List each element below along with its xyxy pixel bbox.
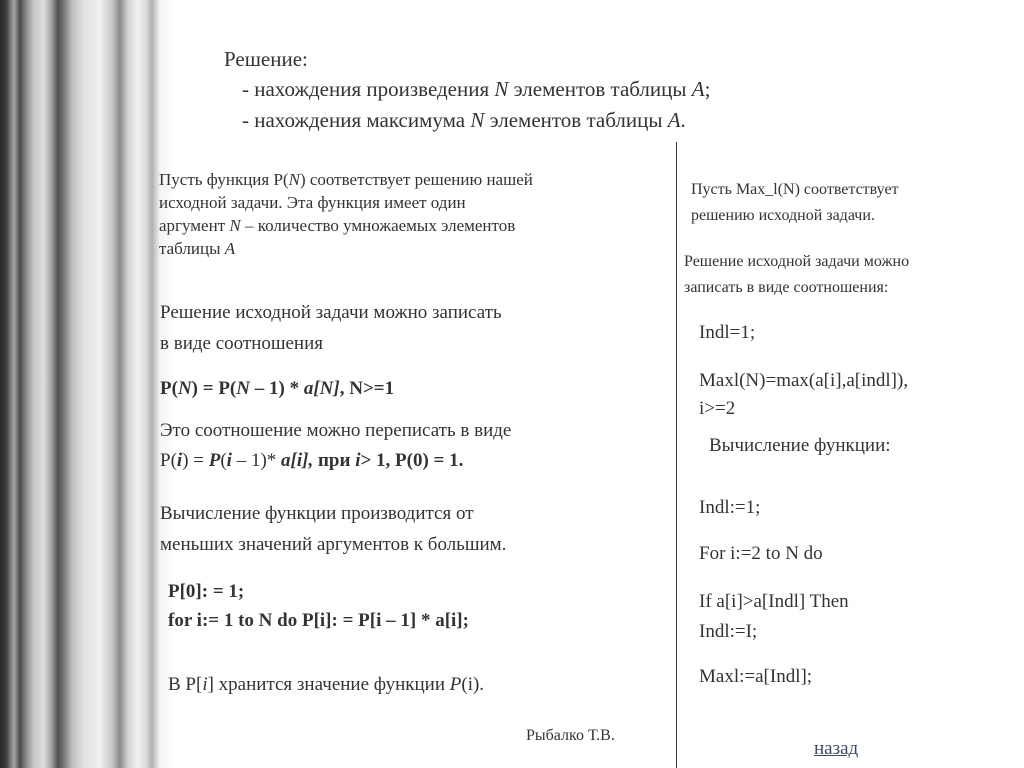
left-intro-line: таблицы A (159, 239, 236, 258)
max-formula (699, 367, 908, 423)
task-item-text: элементов таблицы (484, 108, 668, 132)
column-divider (676, 142, 677, 768)
right-intro (691, 177, 899, 229)
left-relation-line: в виде соотношения (160, 333, 324, 354)
calc-order-text (160, 498, 506, 560)
task-item-maximum (242, 106, 686, 135)
left-intro (159, 168, 533, 260)
code-line: for i:= 1 to N do P[i]: = P[i – 1] * a[i]; (168, 610, 469, 631)
max-code-line-1: Indl:=1; (699, 497, 761, 518)
left-intro-line: исходной задачи. Эта функция имеет один (159, 193, 466, 212)
code-line: If a[i]>a[Indl] Then (699, 591, 849, 612)
left-intro-line: аргумент N – количество умножаемых элементов (159, 216, 516, 235)
left-relation-line: Решение исходной задачи можно записать (160, 302, 502, 323)
task-item-text: - нахождения произведения (242, 77, 495, 101)
task-item-var-a: A (667, 108, 681, 132)
task-item-var-a: A (691, 77, 705, 101)
storage-note: В P[i] хранится значение функции P(i). (168, 674, 485, 695)
right-intro-line: решению исходной задачи. (691, 207, 875, 224)
max-init: Indl=1; (699, 322, 756, 343)
code-line: P[0]: = 1; (168, 581, 245, 602)
rewrite-text: Это соотношение можно переписать в виде (160, 420, 512, 441)
max-code-line-3 (699, 587, 849, 647)
left-relation-intro (160, 297, 502, 359)
task-item-var-n: N (470, 108, 485, 132)
right-relation-line: Решение исходной задачи можно (684, 253, 910, 270)
slide-title: Решение: (224, 47, 308, 71)
task-item-var-n: N (494, 77, 509, 101)
max-formula-line: Maxl(N)=max(a[i],a[indl]), (699, 370, 909, 391)
product-code (168, 577, 469, 635)
calc-order-line: Вычисление функции производится от (160, 503, 474, 524)
formula-rewrite: P(i) = P(i – 1)* a[i], при i> 1, P(0) = 1. (160, 450, 464, 471)
back-link[interactable]: назад (814, 738, 859, 759)
calc-label: Вычисление функции: (709, 435, 891, 456)
task-item-text: ; (704, 77, 711, 101)
max-code-line-5: Maxl:=a[Indl]; (699, 666, 813, 687)
code-line: Indl:=I; (699, 621, 758, 642)
calc-order-line: меньших значений аргументов к большим. (160, 534, 507, 555)
author: Рыбалко Т.В. (526, 727, 615, 744)
task-item-product (242, 75, 710, 104)
max-formula-line: i>=2 (699, 398, 736, 419)
right-intro-line: Пусть Max_l(N) соответствует (691, 181, 899, 198)
task-item-text: . (680, 108, 686, 132)
right-relation-intro (684, 249, 909, 301)
task-item-text: - нахождения максимума (242, 108, 471, 132)
right-relation-line: записать в виде соотношения: (684, 279, 889, 296)
task-item-text: элементов таблицы (508, 77, 692, 101)
left-intro-line: Пусть функция P(N) соответствует решению нашей (159, 170, 533, 189)
max-code-line-2: For i:=2 to N do (699, 543, 823, 564)
formula-product: P(N) = P(N – 1) * a[N], N>=1 (160, 378, 395, 399)
